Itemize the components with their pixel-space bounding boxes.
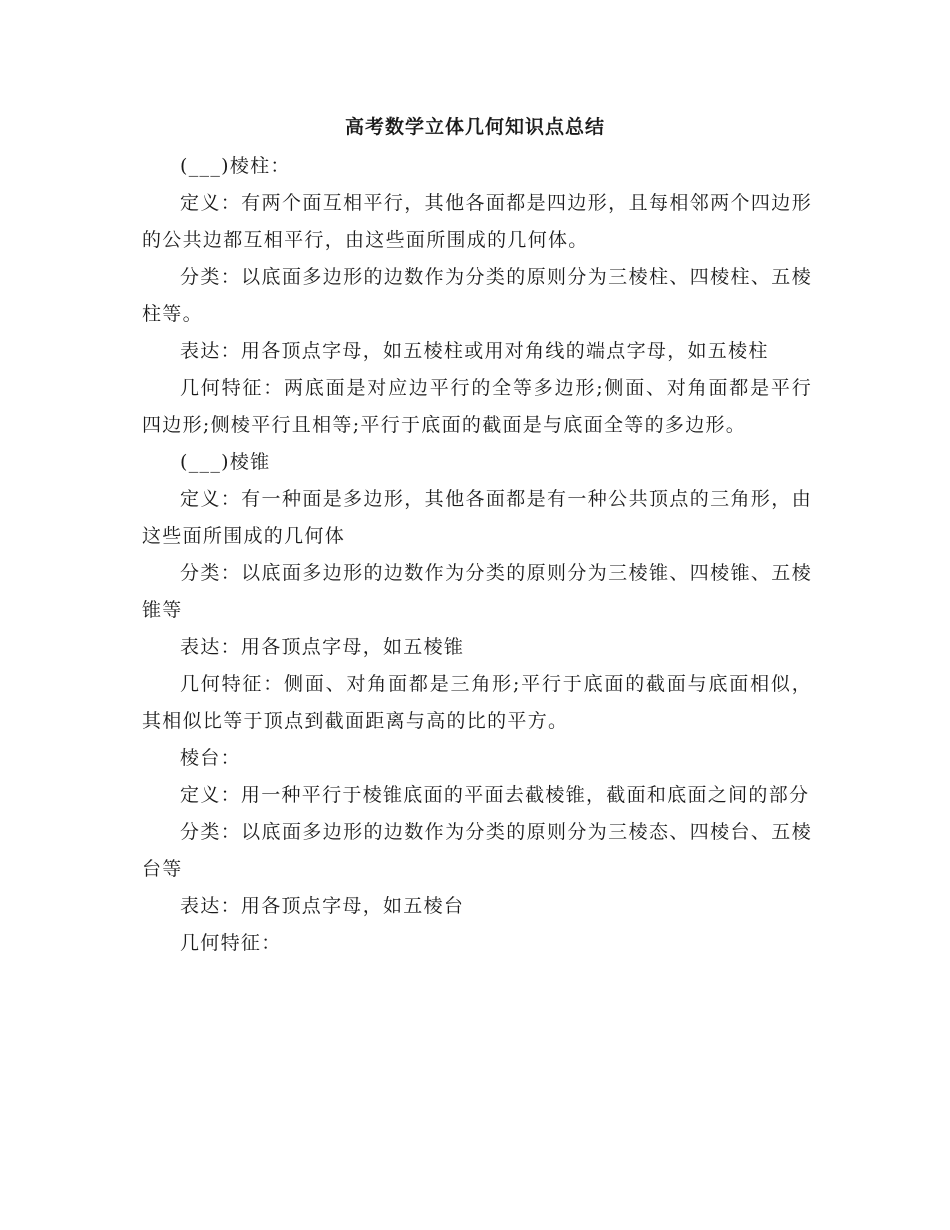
- paragraph-prism-definition: 定义：有两个面互相平行，其他各面都是四边形，且每相邻两个四边形的公共边都互相平行，由这些面所围成的几何体。: [142, 192, 812, 251]
- paragraph-prism-features: 几何特征：两底面是对应边平行的全等多边形;侧面、对角面都是平行四边形;侧棱平行且相等;平行于底面的截面是与底面全等的多边形。: [142, 377, 812, 436]
- paragraph-pyramid-features: 几何特征：侧面、对角面都是三角形;平行于底面的截面与底面相似，其相似比等于顶点到截面距离与高的比的平方。: [142, 673, 812, 732]
- paragraph-pyramid-notation: 表达：用各顶点字母，如五棱锥: [180, 636, 465, 658]
- paragraph-frustum-features: 几何特征：: [180, 932, 282, 954]
- document-body: [142, 148, 812, 962]
- paragraph-prism-notation: 表达：用各顶点字母，如五棱柱或用对角线的端点字母，如五棱柱: [180, 340, 769, 362]
- section-heading-prism: (___)棱柱：: [180, 155, 291, 177]
- paragraph-pyramid-definition: 定义：有一种面是多边形，其他各面都是有一种公共顶点的三角形，由这些面所围成的几何体: [142, 488, 812, 547]
- paragraph-frustum-classification: 分类：以底面多边形的边数作为分类的原则分为三棱态、四棱台、五棱台等: [142, 821, 812, 880]
- paragraph-frustum-definition: 定义：用一种平行于棱锥底面的平面去截棱锥，截面和底面之间的部分: [180, 784, 810, 806]
- paragraph-prism-classification: 分类：以底面多边形的边数作为分类的原则分为三棱柱、四棱柱、五棱柱等。: [142, 266, 812, 325]
- page-title: 高考数学立体几何知识点总结: [344, 116, 605, 138]
- paragraph-pyramid-classification: 分类：以底面多边形的边数作为分类的原则分为三棱锥、四棱锥、五棱锥等: [142, 562, 812, 621]
- section-heading-pyramid: (___)棱锥: [180, 451, 271, 473]
- section-heading-frustum: 棱台：: [180, 747, 241, 769]
- paragraph-frustum-notation: 表达：用各顶点字母，如五棱台: [180, 895, 465, 917]
